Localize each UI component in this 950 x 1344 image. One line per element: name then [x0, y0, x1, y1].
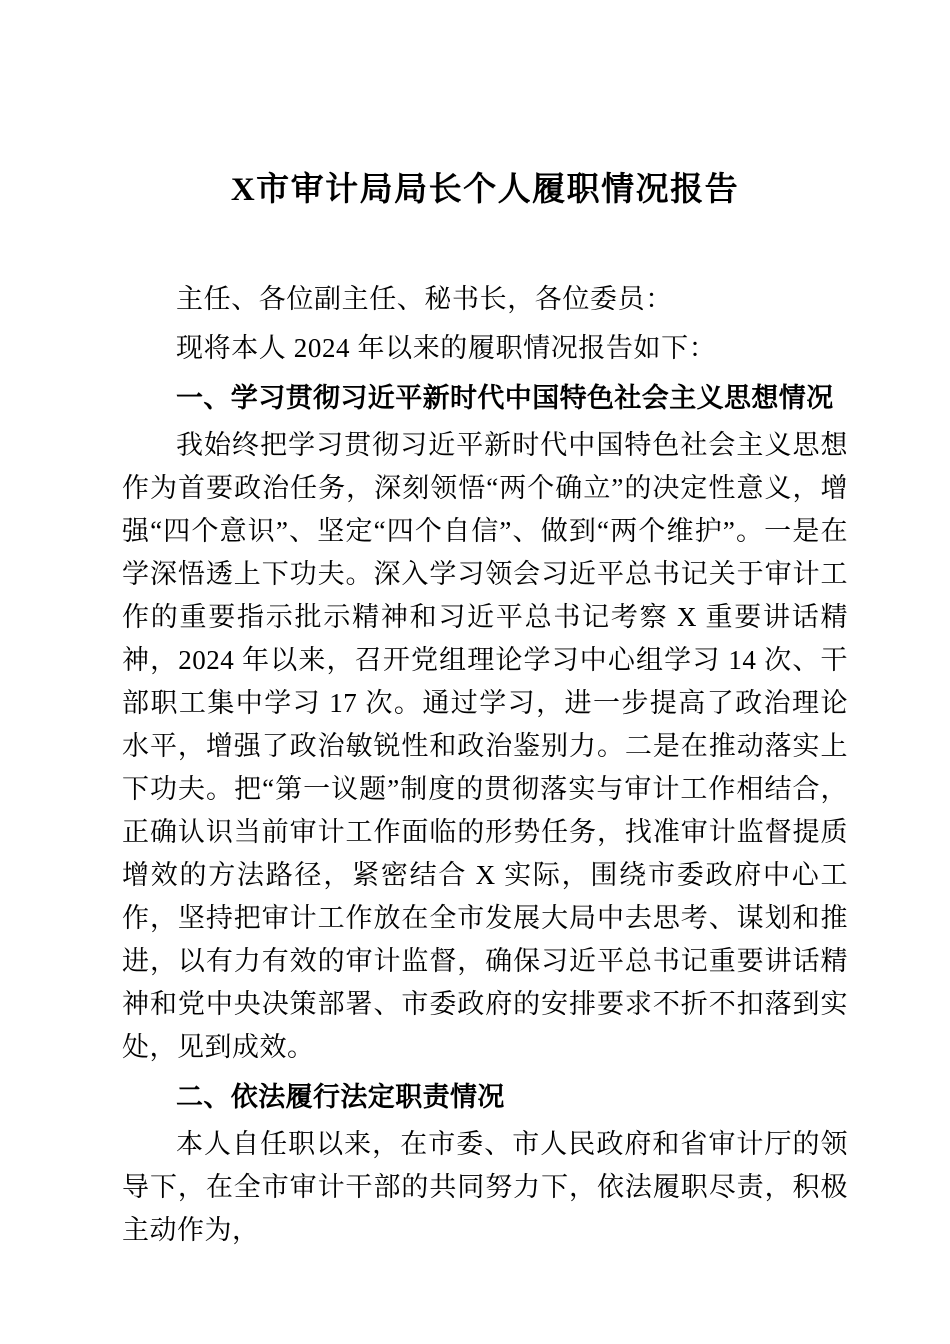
page-title: X市审计局局长个人履职情况报告	[230, 172, 740, 208]
section-body-2: 本人自任职以来，在市委、市人民政府和省审计厅的领导下，在全市审计干部的共同努力下，依法履职尽责，积极主动作为，	[122, 1129, 848, 1245]
section-heading-1: 一、学习贯彻习近平新时代中国特色社会主义思想情况	[176, 383, 834, 413]
section-body-1: 我始终把学习贯彻习近平新时代中国特色社会主义思想作为首要政治任务，深刻领悟“两个确立”的决定性意义，增强“四个意识”、坚定“四个自信”、做到“两个维护”。一是在学深悟透上下功夫。深入学习领会习近平总书记关于审计工作的重要指示批示精神和习近平总书记考察 X 重要讲话精神，2024 年以来，召开党组理论学习中心组学习 14 次、干部职工集中学习 17 次。通过学习，进一步提高了政治理论水平，增强了政治敏锐性和政治鉴别力。二是在推动落实上下功夫。把“第一议题”制度的贯彻落实与审计工作相结合，正确认识当前审计工作面临的形势任务，找准审计监督提质增效的方法路径，紧密结合 X 实际，围绕市委政府中心工作，坚持把审计工作放在全市发展大局中去思考、谋划和推进，以有力有效的审计监督，确保习近平总书记重要讲话精神和党中央决策部署、市委政府的安排要求不折不扣落到实处，见到成效。	[122, 430, 848, 1062]
salutation-line: 主任、各位副主任、秘书长，各位委员：	[176, 284, 673, 314]
preamble-line: 现将本人 2024 年以来的履职情况报告如下：	[176, 333, 717, 363]
lead-block	[122, 278, 848, 370]
section-heading-2: 二、依法履行法定职责情况	[176, 1082, 505, 1112]
document-content	[122, 0, 848, 1252]
